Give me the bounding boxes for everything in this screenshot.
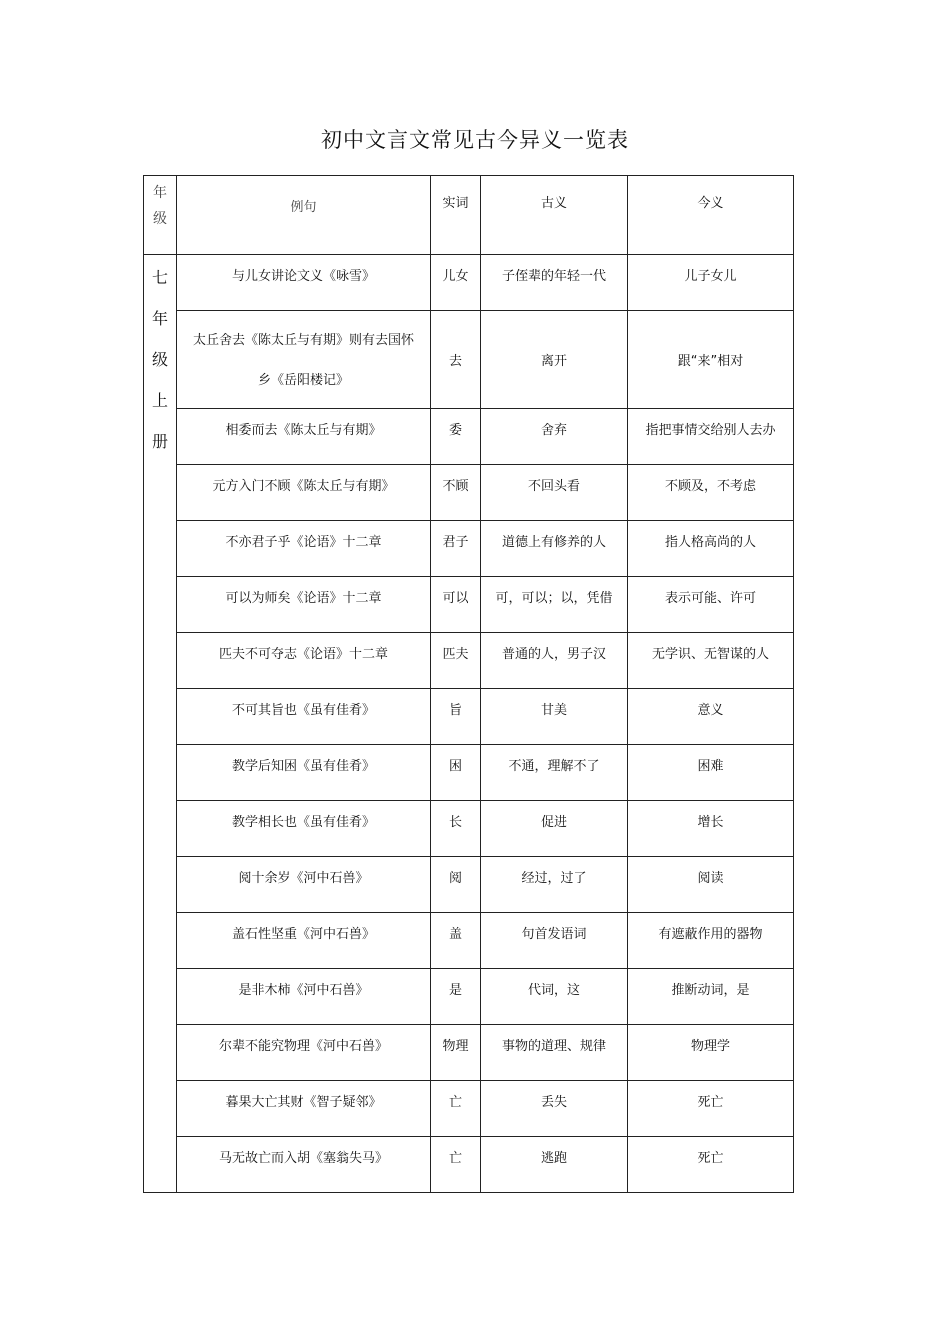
header-ancient: 古义 <box>481 176 628 255</box>
ancient-cell: 促进 <box>481 801 628 857</box>
word-cell: 匹夫 <box>431 633 481 689</box>
example-cell: 匹夫不可夺志《论语》十二章 <box>177 633 431 689</box>
ancient-cell: 舍弃 <box>481 409 628 465</box>
header-modern: 今义 <box>628 176 794 255</box>
modern-cell: 增长 <box>628 801 794 857</box>
example-cell: 元方入门不顾《陈太丘与有期》 <box>177 465 431 521</box>
ancient-cell: 子侄辈的年轻一代 <box>481 255 628 311</box>
word-cell: 困 <box>431 745 481 801</box>
word-cell: 旨 <box>431 689 481 745</box>
grade-label <box>144 255 177 1193</box>
example-cell: 与儿女讲论文义《咏雪》 <box>177 255 431 311</box>
example-line: 太丘舍去《陈太丘与有期》则有去国怀 <box>192 333 414 348</box>
ancient-cell: 句首发语词 <box>481 913 628 969</box>
example-cell: 尔辈不能究物理《河中石兽》 <box>177 1025 431 1081</box>
word-cell: 委 <box>431 409 481 465</box>
modern-cell: 指把事情交给别人去办 <box>628 409 794 465</box>
example-cell: 盖石性坚重《河中石兽》 <box>177 913 431 969</box>
grade-label-char: 册 <box>151 432 168 451</box>
grade-label-char: 上 <box>151 391 168 410</box>
word-cell: 君子 <box>431 521 481 577</box>
grade-label-char: 级 <box>151 350 168 369</box>
header-example: 例句 <box>177 176 431 255</box>
header-word: 实词 <box>431 176 481 255</box>
modern-cell: 无学识、无智谋的人 <box>628 633 794 689</box>
ancient-cell: 经过，过了 <box>481 857 628 913</box>
table-row <box>144 801 794 857</box>
table-row <box>144 633 794 689</box>
modern-cell: 推断动词，是 <box>628 969 794 1025</box>
example-cell: 不亦君子乎《论语》十二章 <box>177 521 431 577</box>
modern-cell: 有遮蔽作用的器物 <box>628 913 794 969</box>
word-cell: 亡 <box>431 1081 481 1137</box>
table-row <box>144 255 794 311</box>
table-row <box>144 745 794 801</box>
modern-cell: 意义 <box>628 689 794 745</box>
vocab-table <box>143 175 794 1193</box>
table-row <box>144 913 794 969</box>
header-grade-char: 年 <box>153 185 167 201</box>
table-row <box>144 857 794 913</box>
table-row <box>144 689 794 745</box>
modern-cell: 不顾及，不考虑 <box>628 465 794 521</box>
table-row <box>144 521 794 577</box>
modern-cell: 阅读 <box>628 857 794 913</box>
example-cell: 相委而去《陈太丘与有期》 <box>177 409 431 465</box>
table-row <box>144 1025 794 1081</box>
page-title: 初中文言文常见古今异义一览表 <box>321 128 629 152</box>
example-cell <box>177 311 431 409</box>
table-row <box>144 311 794 409</box>
word-cell: 物理 <box>431 1025 481 1081</box>
modern-cell: 物理学 <box>628 1025 794 1081</box>
example-cell: 是非木柿《河中石兽》 <box>177 969 431 1025</box>
example-cell: 可以为师矣《论语》十二章 <box>177 577 431 633</box>
example-cell: 暮果大亡其财《智子疑邻》 <box>177 1081 431 1137</box>
ancient-cell: 离开 <box>481 311 628 409</box>
modern-cell: 表示可能、许可 <box>628 577 794 633</box>
ancient-cell: 事物的道理、规律 <box>481 1025 628 1081</box>
table-row <box>144 1081 794 1137</box>
ancient-cell: 代词，这 <box>481 969 628 1025</box>
modern-cell: 儿子女儿 <box>628 255 794 311</box>
ancient-cell: 道德上有修养的人 <box>481 521 628 577</box>
word-cell: 阅 <box>431 857 481 913</box>
modern-cell: 死亡 <box>628 1081 794 1137</box>
header-grade <box>144 176 177 255</box>
word-cell: 可以 <box>431 577 481 633</box>
header-grade-char: 级 <box>153 211 167 227</box>
example-cell: 阅十余岁《河中石兽》 <box>177 857 431 913</box>
ancient-cell: 逃跑 <box>481 1137 628 1193</box>
ancient-cell: 不通，理解不了 <box>481 745 628 801</box>
ancient-cell: 甘美 <box>481 689 628 745</box>
ancient-cell: 不回头看 <box>481 465 628 521</box>
table-header-row <box>144 176 794 255</box>
table-row <box>144 577 794 633</box>
example-cell: 教学后知困《虽有佳肴》 <box>177 745 431 801</box>
table-row <box>144 969 794 1025</box>
table-row <box>144 1137 794 1193</box>
example-cell: 马无故亡而入胡《塞翁失马》 <box>177 1137 431 1193</box>
modern-cell: 死亡 <box>628 1137 794 1193</box>
ancient-cell: 普通的人，男子汉 <box>481 633 628 689</box>
example-line: 乡《岳阳楼记》 <box>257 373 349 388</box>
example-cell: 不可其旨也《虽有佳肴》 <box>177 689 431 745</box>
word-cell: 盖 <box>431 913 481 969</box>
word-cell: 儿女 <box>431 255 481 311</box>
ancient-cell: 丢失 <box>481 1081 628 1137</box>
table-row <box>144 465 794 521</box>
example-cell: 教学相长也《虽有佳肴》 <box>177 801 431 857</box>
grade-label-char: 七 <box>151 268 168 287</box>
modern-cell: 指人格高尚的人 <box>628 521 794 577</box>
word-cell: 是 <box>431 969 481 1025</box>
word-cell: 不顾 <box>431 465 481 521</box>
word-cell: 亡 <box>431 1137 481 1193</box>
modern-cell: 跟“来”相对 <box>628 311 794 409</box>
modern-cell: 困难 <box>628 745 794 801</box>
word-cell: 去 <box>431 311 481 409</box>
table-row <box>144 409 794 465</box>
word-cell: 长 <box>431 801 481 857</box>
ancient-cell: 可，可以；以，凭借 <box>481 577 628 633</box>
grade-label-char: 年 <box>151 309 168 328</box>
